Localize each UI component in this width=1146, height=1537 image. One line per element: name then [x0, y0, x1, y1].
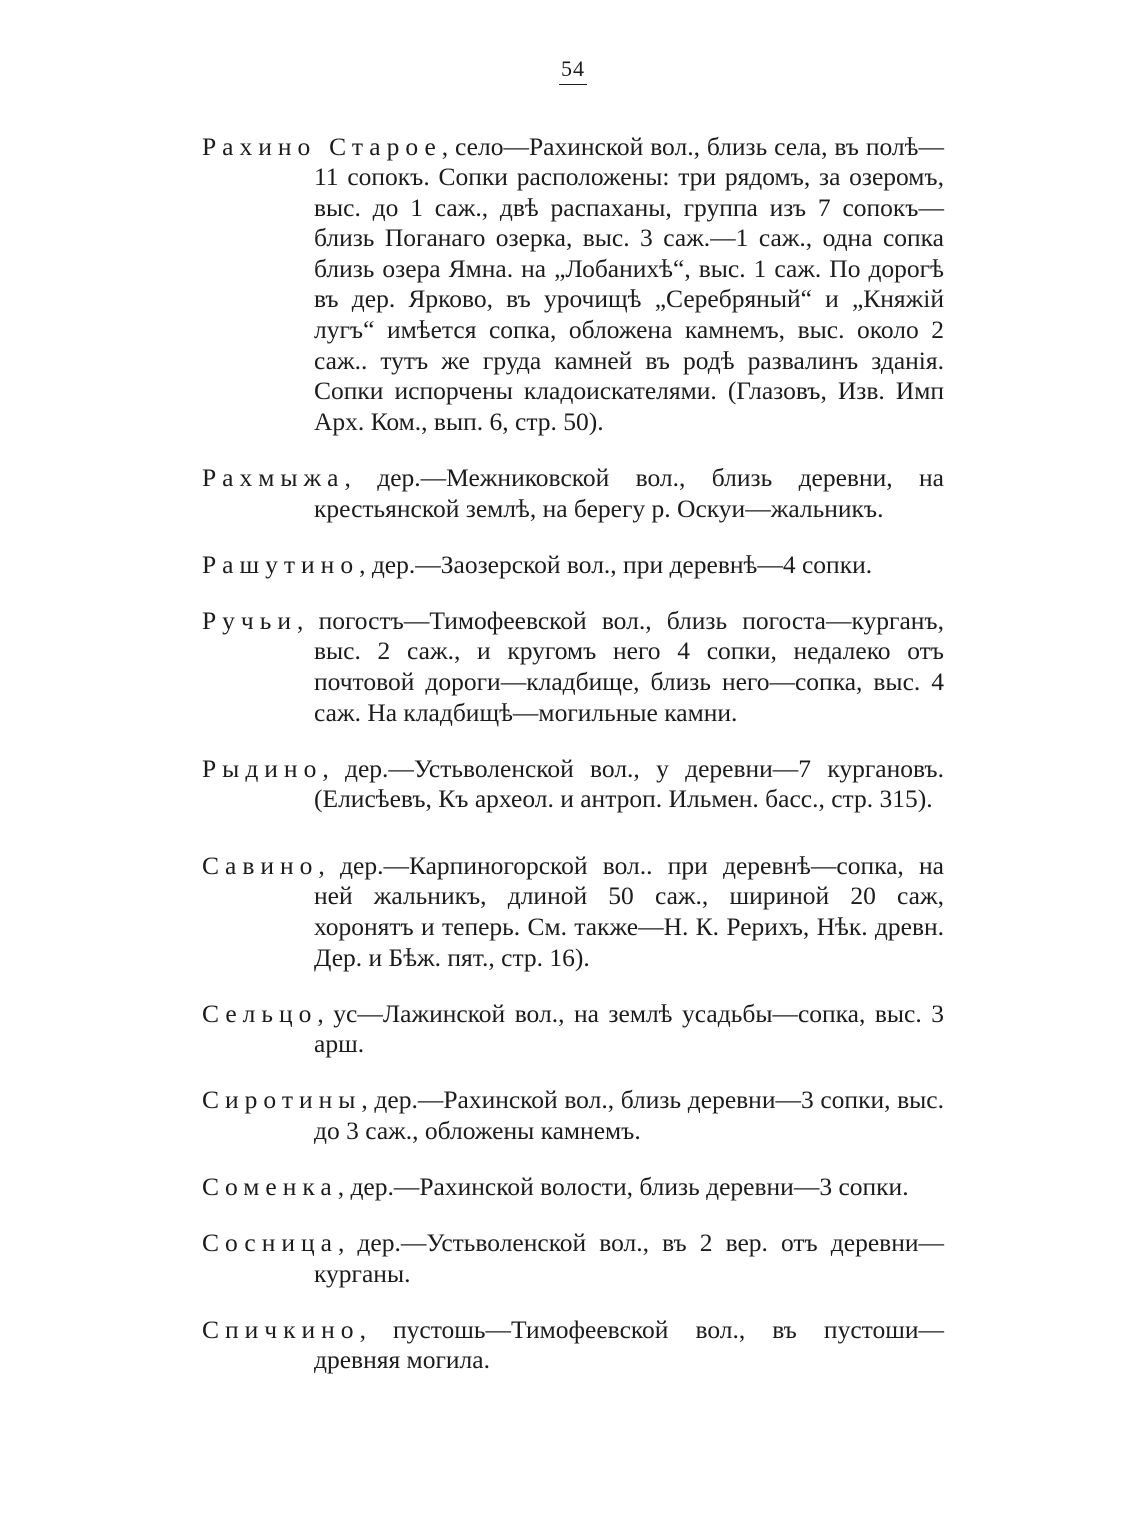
- entry-headword: Рашутино: [202, 549, 360, 579]
- entry-rashutino: [202, 550, 944, 581]
- entry-seltso: [202, 999, 944, 1060]
- entry-text: , дер.—Устьволенской вол., въ 2 вер. отъ деревни—курганы.: [314, 1228, 944, 1288]
- entry-text: , дер.—Карпиногорской вол.. при деревнѣ—сопка, на ней жальникъ, длиной 50 саж., шириной 20 саж, хоронятъ и теперь. См. также—Н. К. Рерихъ, Нѣк. древн. Дер. и Бѣж. пят., стр. 16).: [314, 850, 944, 972]
- entry-headword: Соменка: [202, 1172, 338, 1202]
- entry-savino: [202, 851, 944, 973]
- entry-headword: Сосница: [202, 1228, 338, 1258]
- entry-headword: Ручьи: [202, 605, 298, 635]
- entry-somenka: [202, 1172, 944, 1203]
- entry-text: , дер.—Устьволенской вол., у деревни—7 кургановъ. (Елисѣевъ, Къ археол. и антроп. Ильмен. басс., стр. 315).: [314, 753, 944, 814]
- entry-text: , дер.—Рахинской волости, близь деревни—3 сопки.: [337, 1172, 909, 1202]
- entry-rakhino-staroe: [202, 132, 944, 438]
- entry-text: , дер.—Межниковской вол., близь деревни, на крестьянской землѣ, на берегу р. Оскуи—жальникъ.: [314, 462, 944, 523]
- entry-headword: Рахмыжа: [202, 462, 345, 492]
- entry-text: , дер.—Рахинской вол., близь деревни—3 сопки, выс. до 3 саж., обложены камнемъ.: [314, 1085, 944, 1145]
- entry-text: , ус—Лажинской вол., на землѣ усадьбы—сопка, выс. 3 арш.: [314, 998, 944, 1059]
- entry-headword: Сельцо: [202, 998, 318, 1028]
- entry-sirotiny: [202, 1085, 944, 1146]
- entry-headword: Спичкино: [202, 1314, 360, 1344]
- entry-headword: Савино: [202, 850, 319, 880]
- entry-text: , село—Рахинской вол., близь села, въ полѣ—11 сопокъ. Сопки расположены: три рядомъ, за озеромъ, выс. до 1 саж., двѣ распаханы, группа изъ 7 сопокъ—близь Поганаго озерка, выс. 3 саж.—1 саж., одна сопка близь озера Ямна. на „Лобанихѣ“, выс. 1 саж. По дорогѣ въ дер. Ярково, въ урочищѣ „Серебряный“ и „Княжій лугъ“ имѣется сопка, обложена камнемъ, выс. около 2 саж.. тутъ же груда камней въ родѣ развалинъ зданія. Сопки испорчены кладоискателями. (Глазовъ, Изв. Имп Арх. Ком., вып. 6, стр. 50).: [314, 131, 945, 436]
- entry-ruchi: [202, 606, 944, 728]
- entry-text: , погостъ—Тимофеевской вол., близь погоста—курганъ, выс. 2 саж., и кругомъ него 4 сопки, недалеко отъ почтовой дороги—кладбище, близь него—сопка, выс. 4 саж. На кладбищѣ—могильные камни.: [297, 605, 944, 727]
- entry-text: , пустошь—Тимофеевской вол., въ пустоши—древняя могила.: [314, 1314, 944, 1375]
- entry-headword: Рыдино: [202, 753, 323, 783]
- page-number: [0, 56, 1146, 85]
- entry-rydino: [202, 754, 944, 815]
- entry-rakhmyzha: [202, 463, 944, 524]
- page-number-value: 54: [559, 56, 587, 85]
- entry-text: , дер.—Заозерской вол., при деревнѣ—4 сопки.: [359, 549, 873, 579]
- gazetteer-entries: [202, 106, 944, 1378]
- entry-headword: Рахино Старое: [202, 131, 442, 161]
- entry-headword: Сиротины: [202, 1085, 362, 1115]
- entry-spichkino: [202, 1315, 944, 1376]
- entry-sosnitsa: [202, 1228, 944, 1289]
